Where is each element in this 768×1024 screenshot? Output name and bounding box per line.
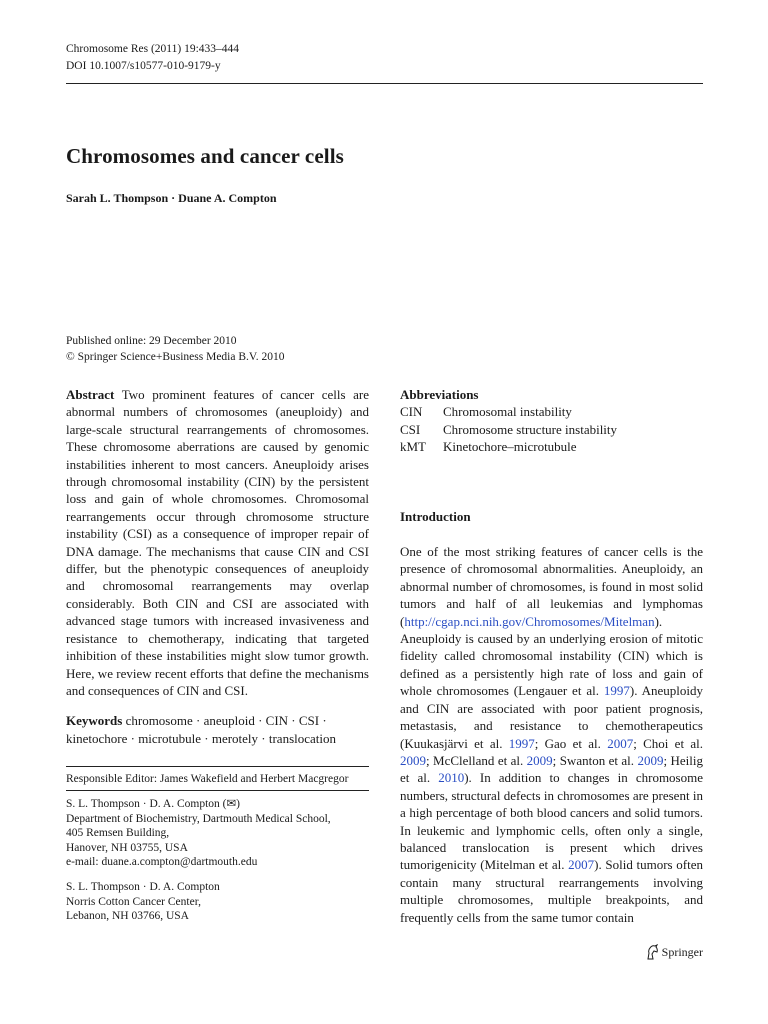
introduction-heading: Introduction	[400, 508, 471, 524]
citation-year-link[interactable]: 2009	[637, 752, 664, 768]
keywords	[66, 712, 369, 747]
editor-rule	[66, 790, 369, 791]
affiliation-primary	[66, 797, 331, 870]
affiliation-line: 405 Remsen Building,	[66, 827, 170, 840]
springer-horse-icon	[646, 944, 659, 960]
affiliation-authors: S. L. Thompson · D. A. Compton	[66, 881, 220, 893]
affiliation-line: Lebanon, NH 03766, USA	[66, 910, 189, 923]
publisher-name: Springer	[661, 944, 703, 959]
abbreviations-heading: Abbreviations	[400, 387, 479, 402]
abbreviation-code: kMT	[400, 439, 426, 455]
header-rule	[66, 83, 703, 84]
doi: DOI 10.1007/s10577-010-9179-y	[66, 60, 221, 72]
right-column	[400, 386, 703, 926]
mitelman-link[interactable]: http://cgap.nci.nih.gov/Chromosomes/Mitelman	[404, 613, 655, 629]
abbreviation-code: CIN	[400, 404, 423, 420]
citation-year-link[interactable]: 1997	[603, 683, 630, 699]
abbreviation-meaning: Chromosomal instability	[443, 404, 572, 420]
abbreviation-code: CSI	[400, 421, 421, 437]
author-list: Sarah L. Thompson · Duane A. Compton	[66, 191, 277, 205]
text-run: ; Choi et al.	[633, 735, 703, 751]
responsible-editor: Responsible Editor: James Wakefield and Herbert Macgregor	[66, 773, 349, 785]
copyright: © Springer Science+Business Media B.V. 2010	[66, 350, 285, 363]
abstract-label: Abstract	[66, 387, 115, 402]
affiliation-line: Department of Biochemistry, Dartmouth Medical School,	[66, 812, 331, 825]
footnote-rule	[66, 766, 369, 767]
keywords-text: chromosome · aneuploid · CIN · CSI · kinetochore · microtubule · merotely · translocation	[66, 713, 337, 746]
text-run: One of the most striking features of cancer cells is the presence of chromosomal abnormalities. Aneuploidy, an abnormal number of chromosomes, is found in most solid tumors and half of all leukemias and lymphomas (	[400, 544, 703, 629]
paper-title: Chromosomes and cancer cells	[66, 144, 344, 168]
affiliation-line: Hanover, NH 03755, USA	[66, 841, 188, 854]
affiliation-line: Norris Cotton Cancer Center,	[66, 895, 201, 908]
abstract-text: Two prominent features of cancer cells are abnormal numbers of chromosomes (aneuploidy) and large-scale structural rearrangements of chromosomes. These chromosome aberrations are caused by genomic instabilities inherent to most cancers. Aneuploidy arises through chromosomal instability (CIN) by the persistent loss and gain of whole chromosomes. Chromosomal rearrangements occur through chromosome structure instability (CSI) as a consequence of improper repair of DNA damage. The mechanisms that cause CIN and CSI differ, but the phenotypic consequences of aneuploidy and chromosomal rearrangements may overlap considerably. Both CIN and CSI are associated with advanced stage tumors with increased invasiveness and resistance to chemotherapy, indicating that targeted inhibition of these instabilities might slow tumor growth. Here, we review recent efforts that define the mechanisms and consequences of CIN and CSI.	[66, 387, 369, 698]
abstract	[66, 386, 369, 699]
journal-header	[66, 41, 239, 75]
text-run: ). Solid tumors often contain many structural rearrangements involving multiple chromosomes, multiple breakpoints, and frequently cells from the same tumor contain	[400, 857, 703, 925]
text-run: ; McClelland et al.	[426, 752, 527, 768]
publication-info	[66, 334, 284, 365]
text-run: ; Swanton et al.	[552, 752, 638, 768]
citation-year-link[interactable]: 2007	[568, 857, 595, 873]
text-run: ). In addition to changes in chromosome numbers, structural defects in chromosomes are present in a high percentage of both blood cancers and solid tumors. In leukemic and lymphomic cells, often only a single, balanced translocation is present which drives tumorigenicity (Mitelman et al.	[400, 770, 704, 873]
left-column	[66, 386, 369, 747]
abbreviation-meaning: Chromosome structure instability	[443, 421, 618, 437]
affiliation-authors: S. L. Thompson · D. A. Compton (✉)	[66, 798, 240, 810]
citation-year-link[interactable]: 2007	[607, 735, 634, 751]
abbreviation-row	[400, 421, 703, 438]
abbreviation-meaning: Kinetochore–microtubule	[443, 439, 577, 455]
text-run: ). Aneuploidy is caused by an underlying erosion of mitotic fidelity called chromosomal instability (CIN) which is defined as a persistently high rate of loss and gain of whole chromosomes (Lengauer et al.	[400, 613, 703, 699]
journal-citation: Chromosome Res (2011) 19:433–444	[66, 43, 240, 55]
abbreviation-row	[400, 438, 703, 455]
introduction-text	[400, 543, 703, 926]
text-run: ; Gao et al.	[534, 735, 608, 751]
published-date: Published online: 29 December 2010	[66, 335, 237, 347]
contact-email[interactable]: e-mail: duane.a.compton@dartmouth.edu	[66, 856, 258, 869]
publisher-logo	[646, 944, 703, 960]
citation-year-link[interactable]: 2009	[526, 752, 553, 768]
citation-year-link[interactable]: 2010	[438, 770, 465, 786]
affiliation-secondary	[66, 880, 220, 924]
abbreviation-row	[400, 403, 703, 420]
text-run: ). Aneuploidy and CIN are associated with poor patient prognosis, metastasis, and resistance to chemotherapeutics (Kuukasjärvi et al.	[400, 683, 703, 751]
text-run: ; Heilig et al.	[400, 752, 703, 786]
keywords-label: Keywords	[66, 713, 123, 729]
citation-year-link[interactable]: 2009	[400, 752, 426, 768]
citation-year-link[interactable]: 1997	[508, 735, 535, 751]
